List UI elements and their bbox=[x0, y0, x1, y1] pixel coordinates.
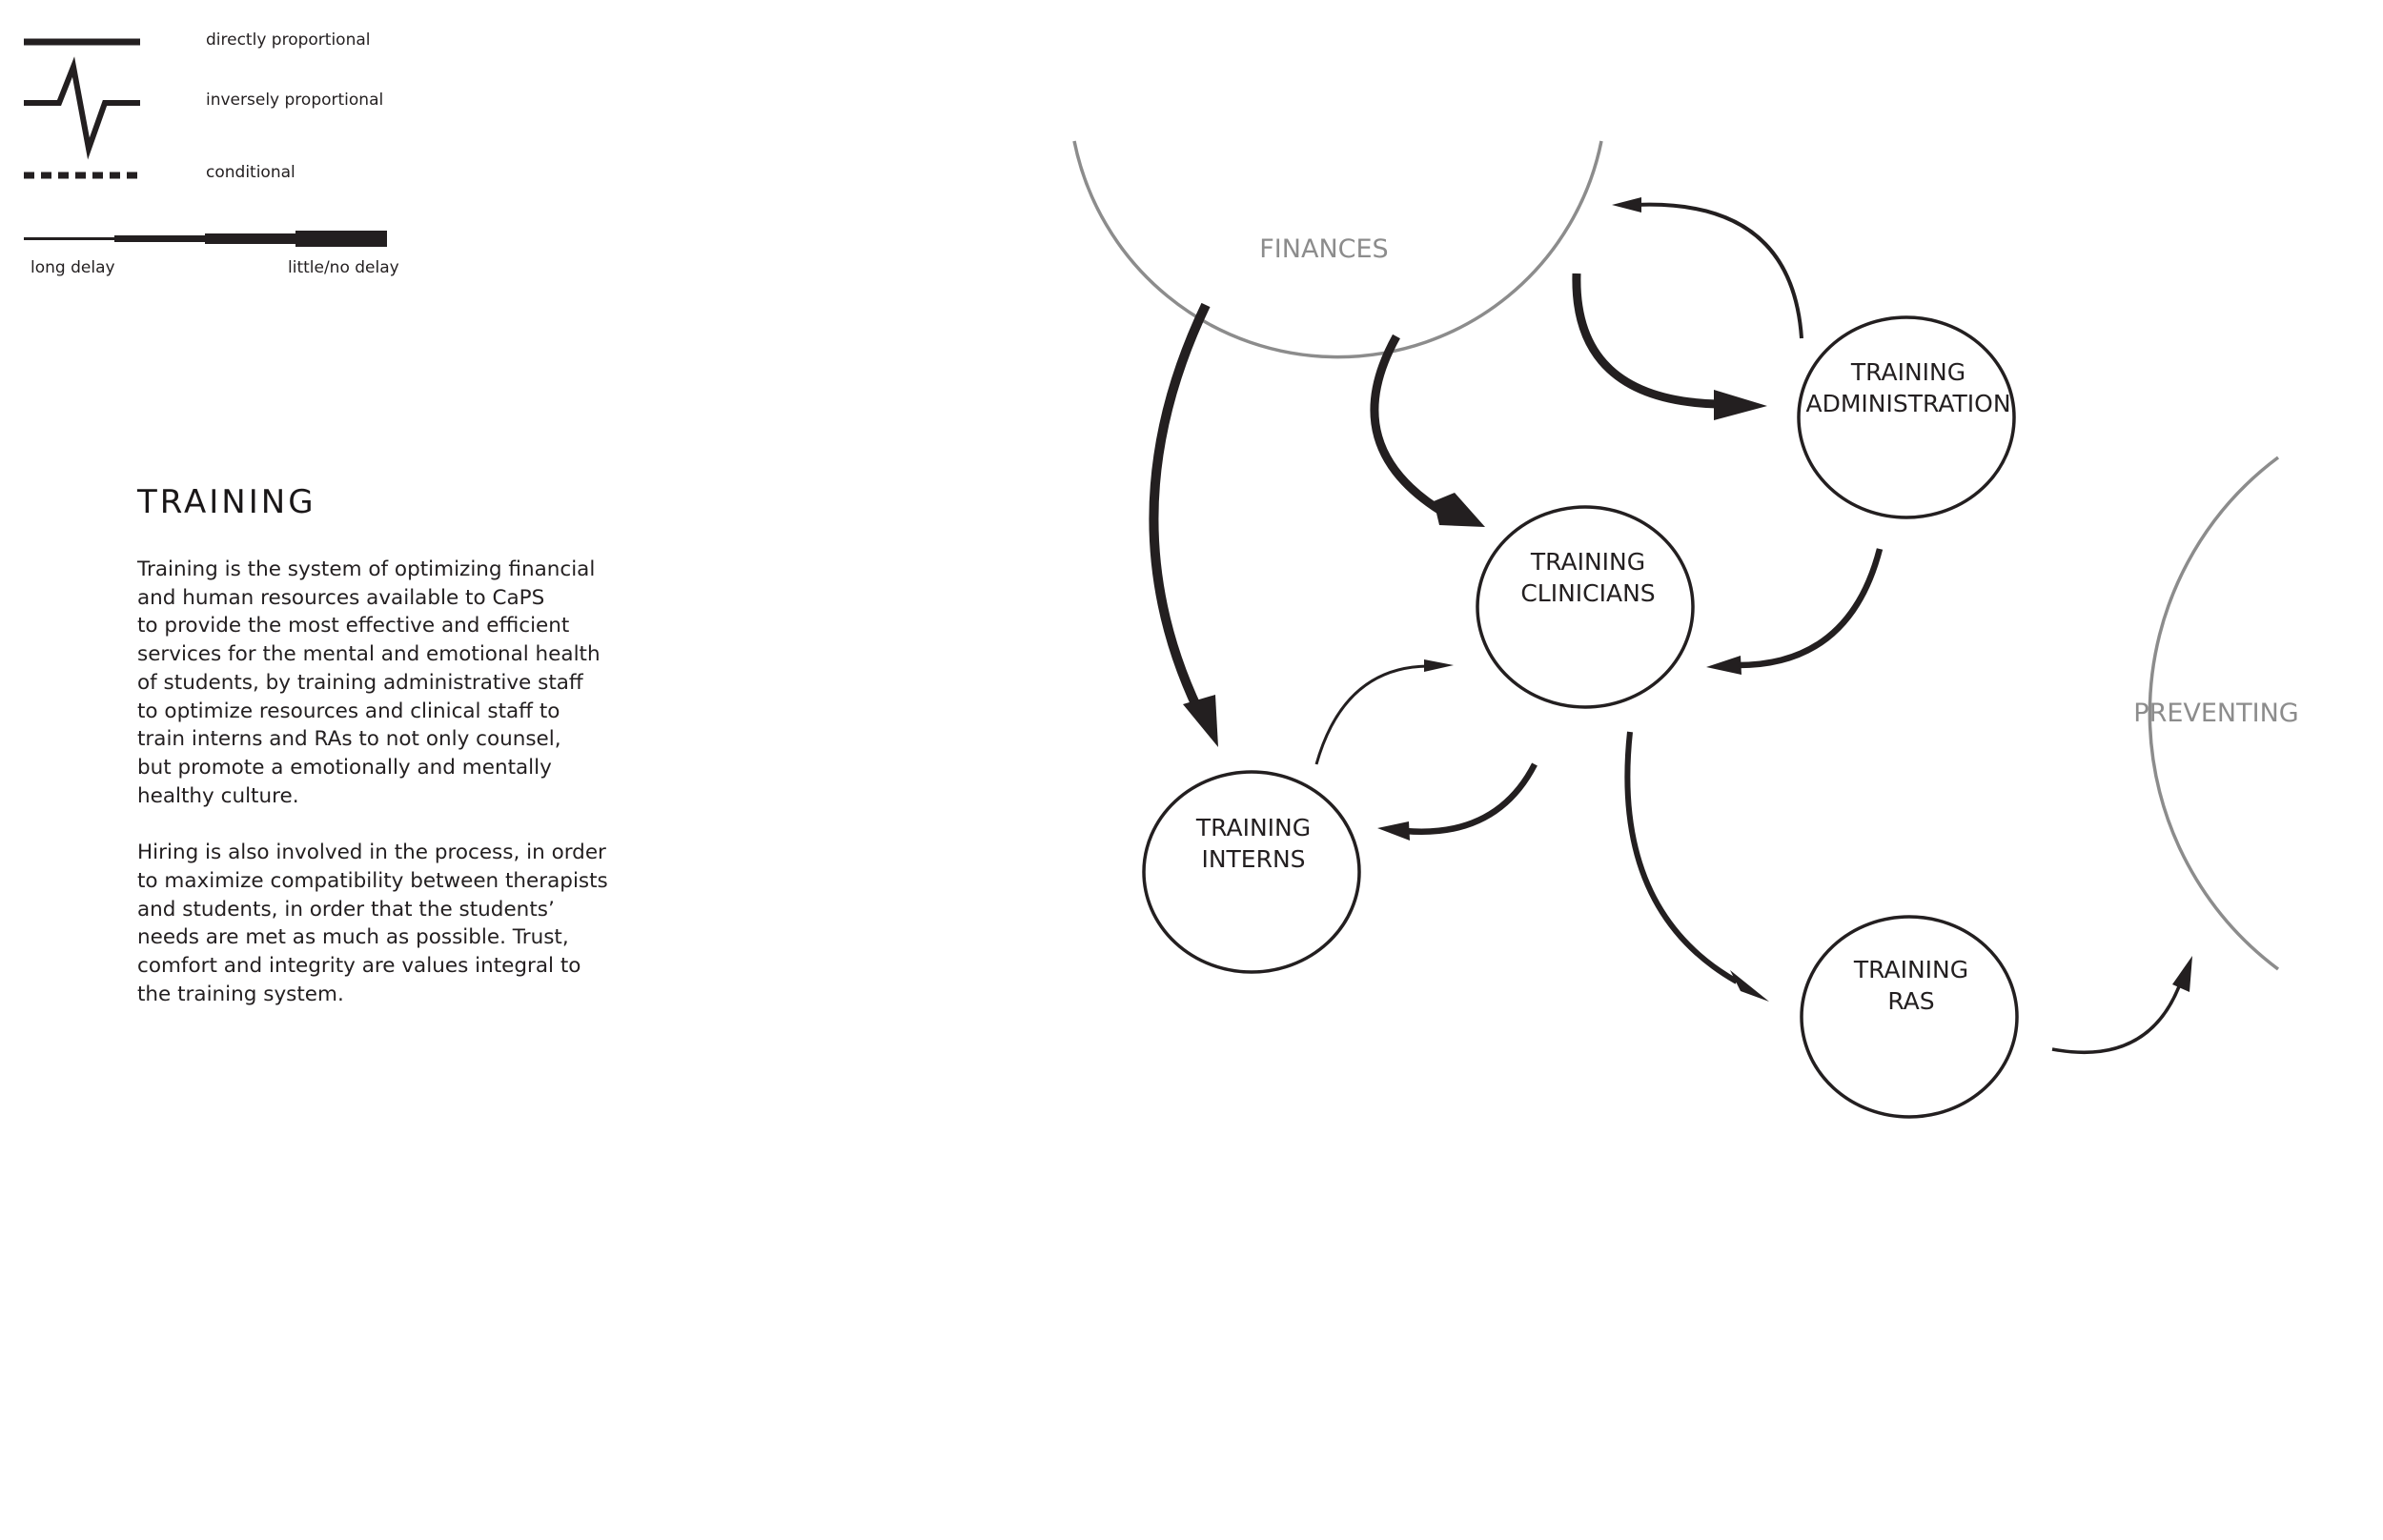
legend-label-conditional: conditional bbox=[206, 163, 295, 182]
paragraph-line: healthy culture. bbox=[137, 783, 299, 808]
training-administration-label-line-1: TRAINING bbox=[1850, 358, 1966, 386]
paragraph-line: to maximize compatibility between therapists bbox=[137, 869, 608, 894]
training-interns-label-line-2: INTERNS bbox=[1201, 845, 1306, 873]
arrow-finances-to-administration bbox=[1577, 274, 1767, 420]
paragraph-line: Training is the system of optimizing financial bbox=[137, 557, 596, 581]
paragraph-line: and students, in order that the students’ bbox=[137, 897, 555, 922]
paragraph-line: and human resources available to CaPS bbox=[137, 585, 545, 610]
arrow-interns-to-clinicians bbox=[1316, 659, 1454, 764]
preventing-group-label: PREVENTING bbox=[2133, 699, 2299, 728]
training-clinicians-label-line-1: TRAINING bbox=[1530, 548, 1646, 576]
arrow-clinicians-to-ras bbox=[1627, 732, 1769, 1002]
training-clinicians-label-line-2: CLINICIANS bbox=[1520, 579, 1656, 607]
training-ras-label-line-2: RAS bbox=[1887, 987, 1935, 1015]
paragraph-line: train interns and RAs to not only counsel, bbox=[137, 727, 561, 752]
training-ras-label-line-1: TRAINING bbox=[1853, 956, 1969, 983]
paragraph-line: the training system. bbox=[137, 982, 344, 1006]
training-interns-label-line-1: TRAINING bbox=[1195, 814, 1312, 841]
paragraph-line: Hiring is also involved in the process, in order bbox=[137, 841, 606, 865]
legend-label-little-no-delay: little/no delay bbox=[288, 258, 399, 277]
section-title: TRAINING bbox=[137, 483, 316, 521]
arrow-administration-to-clinicians bbox=[1706, 549, 1880, 675]
paragraph-line: to provide the most effective and efficient bbox=[137, 614, 570, 638]
paragraph-line: needs are met as much as possible. Trust, bbox=[137, 925, 569, 950]
arrow-finances-to-clinicians bbox=[1375, 336, 1485, 527]
training-ras-node bbox=[1802, 917, 2017, 1117]
legend-label-long-delay: long delay bbox=[31, 258, 115, 277]
arrow-ras-to-preventing bbox=[2052, 956, 2192, 1052]
arrow-clinicians-to-interns bbox=[1377, 764, 1535, 841]
legend-label-directly-proportional: directly proportional bbox=[206, 30, 371, 50]
training-administration-label-line-2: ADMINISTRATION bbox=[1805, 390, 2011, 417]
arrow-administration-to-finances bbox=[1612, 197, 1802, 338]
legend-label-inversely-proportional: inversely proportional bbox=[206, 91, 384, 110]
paragraph-line: to optimize resources and clinical staff to bbox=[137, 699, 560, 723]
paragraph-line: comfort and integrity are values integral to bbox=[137, 954, 581, 979]
training-administration-node bbox=[1799, 317, 2014, 517]
arrow-finances-to-interns bbox=[1153, 305, 1218, 747]
training-clinicians-node bbox=[1477, 507, 1693, 707]
finances-group-label: FINANCES bbox=[1259, 234, 1389, 264]
paragraph-line: of students, by training administrative staff bbox=[137, 670, 583, 695]
paragraph-line: services for the mental and emotional health bbox=[137, 642, 601, 667]
paragraph-line: but promote a emotionally and mentally bbox=[137, 755, 552, 780]
